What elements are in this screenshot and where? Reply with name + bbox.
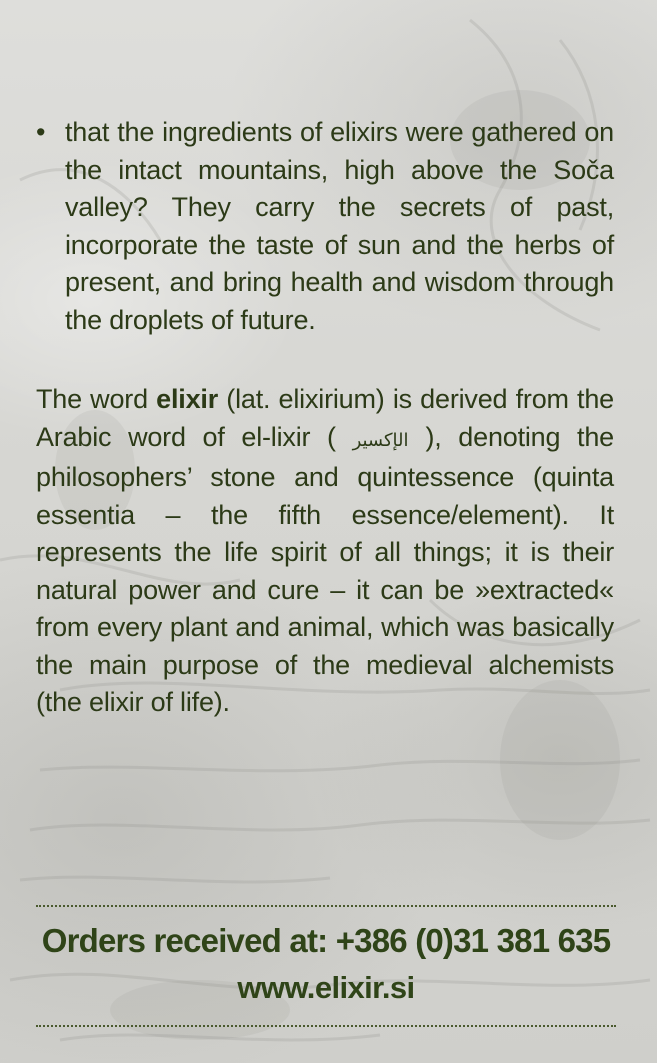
keyword-elixir: elixir <box>156 384 219 414</box>
paragraph-text-middle: (lat. elixirium) is derived from the Arabic word of el-lixir ( <box>36 384 614 452</box>
paragraph-text-start: The word <box>36 384 157 414</box>
bullet-item <box>36 114 614 339</box>
dotted-divider-top <box>36 905 616 907</box>
bullet-marker: • <box>36 117 46 147</box>
website-link[interactable]: www.elixir.si <box>237 970 415 1005</box>
orders-phone-line: Orders received at: +386 (0)31 381 635 <box>41 922 611 959</box>
elixir-definition-paragraph <box>36 381 614 722</box>
arabic-word: الإكسير <box>352 429 409 451</box>
dotted-divider-bottom <box>36 1025 616 1027</box>
bullet-text: that the ingredients of elixirs were gathered on the intact mountains, high above the Soča valley? They carry the secrets of past, incorporate the taste of sun and the herbs of present, and bring health and wisdom through the droplets of future. <box>65 117 614 335</box>
paragraph-text-end: ), denoting the philosophers’ stone and quintessence (quinta essentia – the fifth essence/element). It represents the life spirit of all things; it is their natural power and cure – it can be »extracted« from every plant and animal, which was basically the main purpose of the medieval alchemists (the elixir of life). <box>36 421 614 717</box>
